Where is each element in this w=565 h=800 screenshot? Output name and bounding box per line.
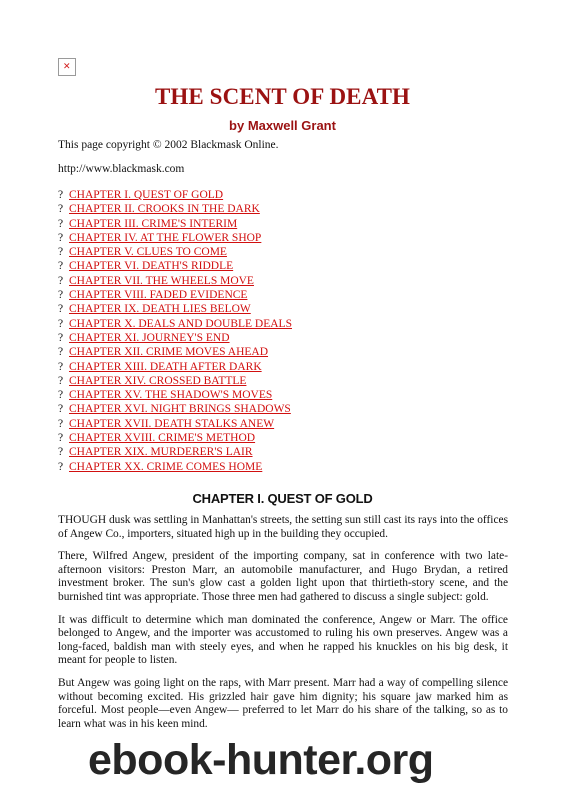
toc-item [58,388,292,402]
toc-link[interactable]: CHAPTER XIX. MURDERER'S LAIR [69,446,253,459]
toc-bullet: ? [58,417,64,430]
toc-item [58,445,292,459]
toc-bullet: ? [58,303,64,316]
toc-link[interactable]: CHAPTER IV. AT THE FLOWER SHOP [69,231,262,244]
toc-link[interactable]: CHAPTER VII. THE WHEELS MOVE [69,274,254,287]
body-paragraph: It was difficult to determine which man dominated the conference, Angew or Marr. The office belonged to Angew, and the importer was accustomed to ruling his own preserves. Angew was a long-faced, baldish man with steely eyes, and when he rapped his knuckles on his big desk, it meant for people to listen. [58,613,508,667]
toc-item [58,402,292,416]
toc-link[interactable]: CHAPTER XVIII. CRIME'S METHOD [69,432,256,445]
toc-bullet: ? [58,189,64,201]
body-paragraph: THOUGH dusk was settling in Manhattan's streets, the setting sun still cast its rays into the offices of Angew Co., importers, situated high up in the building they occupied. [58,514,508,540]
toc-link[interactable]: CHAPTER VI. DEATH'S RIDDLE [69,260,234,273]
toc-bullet: ? [58,432,64,445]
toc-bullet: ? [58,460,64,473]
toc-link[interactable]: CHAPTER XX. CRIME COMES HOME [69,460,263,473]
toc-item [58,245,292,259]
toc-bullet: ? [58,331,64,344]
watermark-text: ebook-hunter.org [88,736,434,784]
toc-link[interactable]: CHAPTER V. CLUES TO COME [69,246,227,259]
toc-item [58,345,292,359]
toc-item [58,374,292,388]
toc-link[interactable]: CHAPTER II. CROOKS IN THE DARK [69,203,260,216]
toc-item [58,460,292,474]
toc-bullet: ? [58,446,64,459]
toc-item [58,331,292,345]
toc-link[interactable]: CHAPTER XI. JOURNEY'S END [69,331,230,344]
toc-bullet: ? [58,231,64,244]
body-paragraph: There, Wilfred Angew, president of the importing company, sat in conference with two late-afternoon visitors: Preston Marr, an automobile manufacturer, and Hugo Brydan, a retired investment broker. The sun's glow cast a golden light upon that thirtieth-story scene, and the burnished tint was appropriate. Those three men had gathered to discuss a single subject: gold. [58,550,508,603]
toc-bullet: ? [58,360,64,373]
toc-link[interactable]: CHAPTER XII. CRIME MOVES AHEAD [69,346,269,359]
toc-bullet: ? [58,346,64,359]
toc-bullet: ? [58,389,64,402]
book-title: THE SCENT OF DEATH [154,84,411,109]
body-paragraph: But Angew was going light on the raps, with Marr present. Marr had a way of compelling silence without becoming excited. His grizzled hair gave him dignity; his square jaw marked him as forceful. Most people—even Angew— preferred to let Marr do his share of the talking, so as to learn what was in his keen mind. [58,676,508,730]
toc-bullet: ? [58,203,64,216]
toc-item [58,274,292,288]
toc-item [58,259,292,273]
toc-link[interactable]: CHAPTER XIII. DEATH AFTER DARK [69,360,262,373]
toc-item [58,202,292,216]
toc-item [58,288,292,302]
book-author: by Maxwell Grant [229,118,336,133]
toc-link[interactable]: CHAPTER III. CRIME'S INTERIM [69,217,238,230]
toc-bullet: ? [58,274,64,287]
toc-item [58,231,292,245]
toc-link[interactable]: CHAPTER I. QUEST OF GOLD [69,189,224,201]
toc-bullet: ? [58,260,64,273]
toc-link[interactable]: CHAPTER XV. THE SHADOW'S MOVES [69,389,273,402]
toc-item [58,188,292,202]
toc-bullet: ? [58,217,64,230]
chapter-heading: CHAPTER I. QUEST OF GOLD [192,491,373,506]
toc-link[interactable]: CHAPTER X. DEALS AND DOUBLE DEALS [69,317,292,330]
broken-image-icon: ✕ [58,58,76,76]
site-url: http://www.blackmask.com [58,163,185,175]
toc-bullet: ? [58,317,64,330]
copyright-notice: This page copyright © 2002 Blackmask Online. [58,139,279,151]
toc-link[interactable]: CHAPTER XVII. DEATH STALKS ANEW [69,417,275,430]
table-of-contents [58,188,292,474]
toc-link[interactable]: CHAPTER IX. DEATH LIES BELOW [69,303,251,316]
watermark-banner [0,734,565,800]
toc-item [58,317,292,331]
toc-bullet: ? [58,246,64,259]
toc-item [58,431,292,445]
chapter-body [58,514,508,740]
toc-bullet: ? [58,374,64,387]
toc-item [58,302,292,316]
toc-item [58,360,292,374]
toc-bullet: ? [58,403,64,416]
toc-item [58,417,292,431]
toc-link[interactable]: CHAPTER XVI. NIGHT BRINGS SHADOWS [69,403,291,416]
toc-link[interactable]: CHAPTER XIV. CROSSED BATTLE [69,374,247,387]
toc-link[interactable]: CHAPTER VIII. FADED EVIDENCE [69,289,248,302]
toc-item [58,217,292,231]
toc-bullet: ? [58,289,64,302]
